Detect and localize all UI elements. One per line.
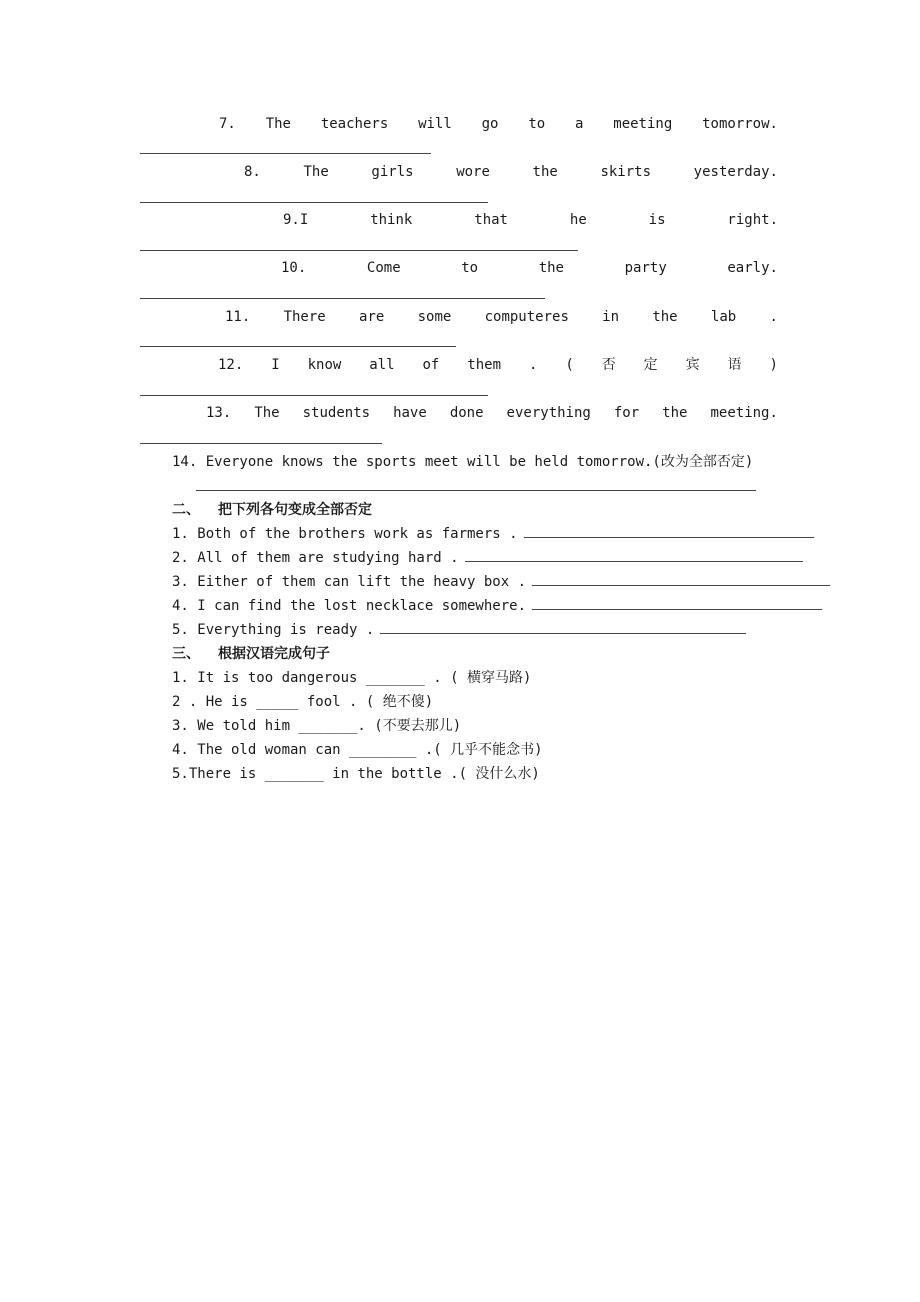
word: The <box>303 164 329 180</box>
answer-blank[interactable] <box>524 523 814 538</box>
word: . <box>769 309 778 325</box>
word: lab <box>710 309 737 325</box>
list-item <box>172 547 803 569</box>
word: the <box>538 260 564 276</box>
list-item <box>172 619 746 641</box>
exercise-item-13 <box>206 402 778 424</box>
word: 13. <box>206 405 232 421</box>
answer-blank[interactable] <box>532 595 822 610</box>
word: early. <box>727 260 778 276</box>
word: he <box>569 212 587 228</box>
answer-line-12[interactable] <box>140 395 488 396</box>
word: have <box>393 405 427 421</box>
list-item: 3. We told him _______. (不要去那儿) <box>172 718 462 734</box>
word: everything <box>506 405 591 421</box>
word: to <box>528 116 546 132</box>
answer-line-14[interactable] <box>196 490 756 491</box>
word: 11. <box>225 309 251 325</box>
section-3-heading <box>172 643 330 665</box>
exercise-item-7 <box>219 113 778 135</box>
list-item <box>172 523 814 545</box>
word: tomorrow. <box>702 116 778 132</box>
word: 语 <box>727 357 742 373</box>
word: The <box>265 116 291 132</box>
word: is <box>648 212 666 228</box>
answer-blank[interactable] <box>380 619 746 634</box>
word: the <box>662 405 688 421</box>
word: teachers <box>320 116 389 132</box>
word: in <box>602 309 620 325</box>
word: 宾 <box>685 357 700 373</box>
word: them <box>467 357 502 373</box>
section-3-number: 三、 <box>172 646 200 662</box>
section-2-heading <box>172 499 372 521</box>
answer-blank[interactable] <box>532 571 830 586</box>
word: go <box>481 116 499 132</box>
word: the <box>532 164 558 180</box>
sentence-text: 4. I can find the lost necklace somewhere. <box>172 598 527 614</box>
word: skirts <box>600 164 652 180</box>
list-item <box>172 571 830 593</box>
word: 定 <box>643 357 658 373</box>
word: that <box>474 212 508 228</box>
exercise-item-14: 14. Everyone knows the sports meet will be held tomorrow.(改为全部否定) <box>172 454 754 470</box>
answer-line-9[interactable] <box>140 250 578 251</box>
section-2-title: 把下列各句变成全部否定 <box>218 502 372 518</box>
sentence-text: 3. Either of them can lift the heavy box . <box>172 574 527 590</box>
sentence-text: 2. All of them are studying hard . <box>172 550 459 566</box>
answer-line-7[interactable] <box>140 153 431 154</box>
answer-blank[interactable] <box>465 547 803 562</box>
word: for <box>613 405 640 421</box>
word: wore <box>456 164 490 180</box>
list-item: 4. The old woman can ________ .( 几乎不能念书) <box>172 742 543 758</box>
sentence-text: 5. Everything is ready . <box>172 622 375 638</box>
list-item: 5.There is _______ in the bottle .( 没什么水) <box>172 766 540 782</box>
word: some <box>417 309 452 325</box>
word: the <box>652 309 678 325</box>
word: right. <box>727 212 778 228</box>
word: of <box>422 357 440 373</box>
answer-line-11[interactable] <box>140 346 456 347</box>
exercise-item-12 <box>218 354 778 376</box>
word: I <box>271 357 280 373</box>
word: all <box>369 357 395 373</box>
word: The <box>254 405 280 421</box>
word: 否 <box>601 357 616 373</box>
word: meeting. <box>710 405 778 421</box>
exercise-item-10 <box>281 257 778 279</box>
word: . <box>528 357 538 373</box>
word: a <box>575 116 584 132</box>
word: students <box>302 405 371 421</box>
word: 9.I <box>283 212 309 228</box>
word: will <box>418 116 452 132</box>
word: 12. <box>218 357 244 373</box>
word: to <box>461 260 479 276</box>
word: done <box>449 405 484 421</box>
section-2-number: 二、 <box>172 502 200 518</box>
word: know <box>307 357 342 373</box>
word: ) <box>769 357 778 373</box>
list-item: 1. It is too dangerous _______ . ( 横穿马路) <box>172 670 532 686</box>
exercise-item-9 <box>283 209 778 231</box>
list-item: 2 . He is _____ fool . ( 绝不傻) <box>172 694 434 710</box>
word: party <box>624 260 667 276</box>
word: computeres <box>484 309 569 325</box>
word: think <box>370 212 413 228</box>
word: yesterday. <box>693 164 778 180</box>
answer-line-13[interactable] <box>140 443 382 444</box>
word: 7. <box>219 116 236 132</box>
section-3-title: 根据汉语完成句子 <box>218 646 330 662</box>
exercise-item-8 <box>244 161 778 183</box>
exercise-item-11 <box>225 306 778 328</box>
word: ( <box>565 357 574 373</box>
answer-line-8[interactable] <box>140 202 488 203</box>
word: girls <box>371 164 414 180</box>
word: meeting <box>613 116 673 132</box>
word: are <box>359 309 385 325</box>
list-item <box>172 595 822 617</box>
sentence-text: 1. Both of the brothers work as farmers . <box>172 526 518 542</box>
word: There <box>283 309 326 325</box>
answer-line-10[interactable] <box>140 298 545 299</box>
word: 8. <box>244 164 261 180</box>
word: 10. <box>281 260 307 276</box>
word: Come <box>366 260 401 276</box>
